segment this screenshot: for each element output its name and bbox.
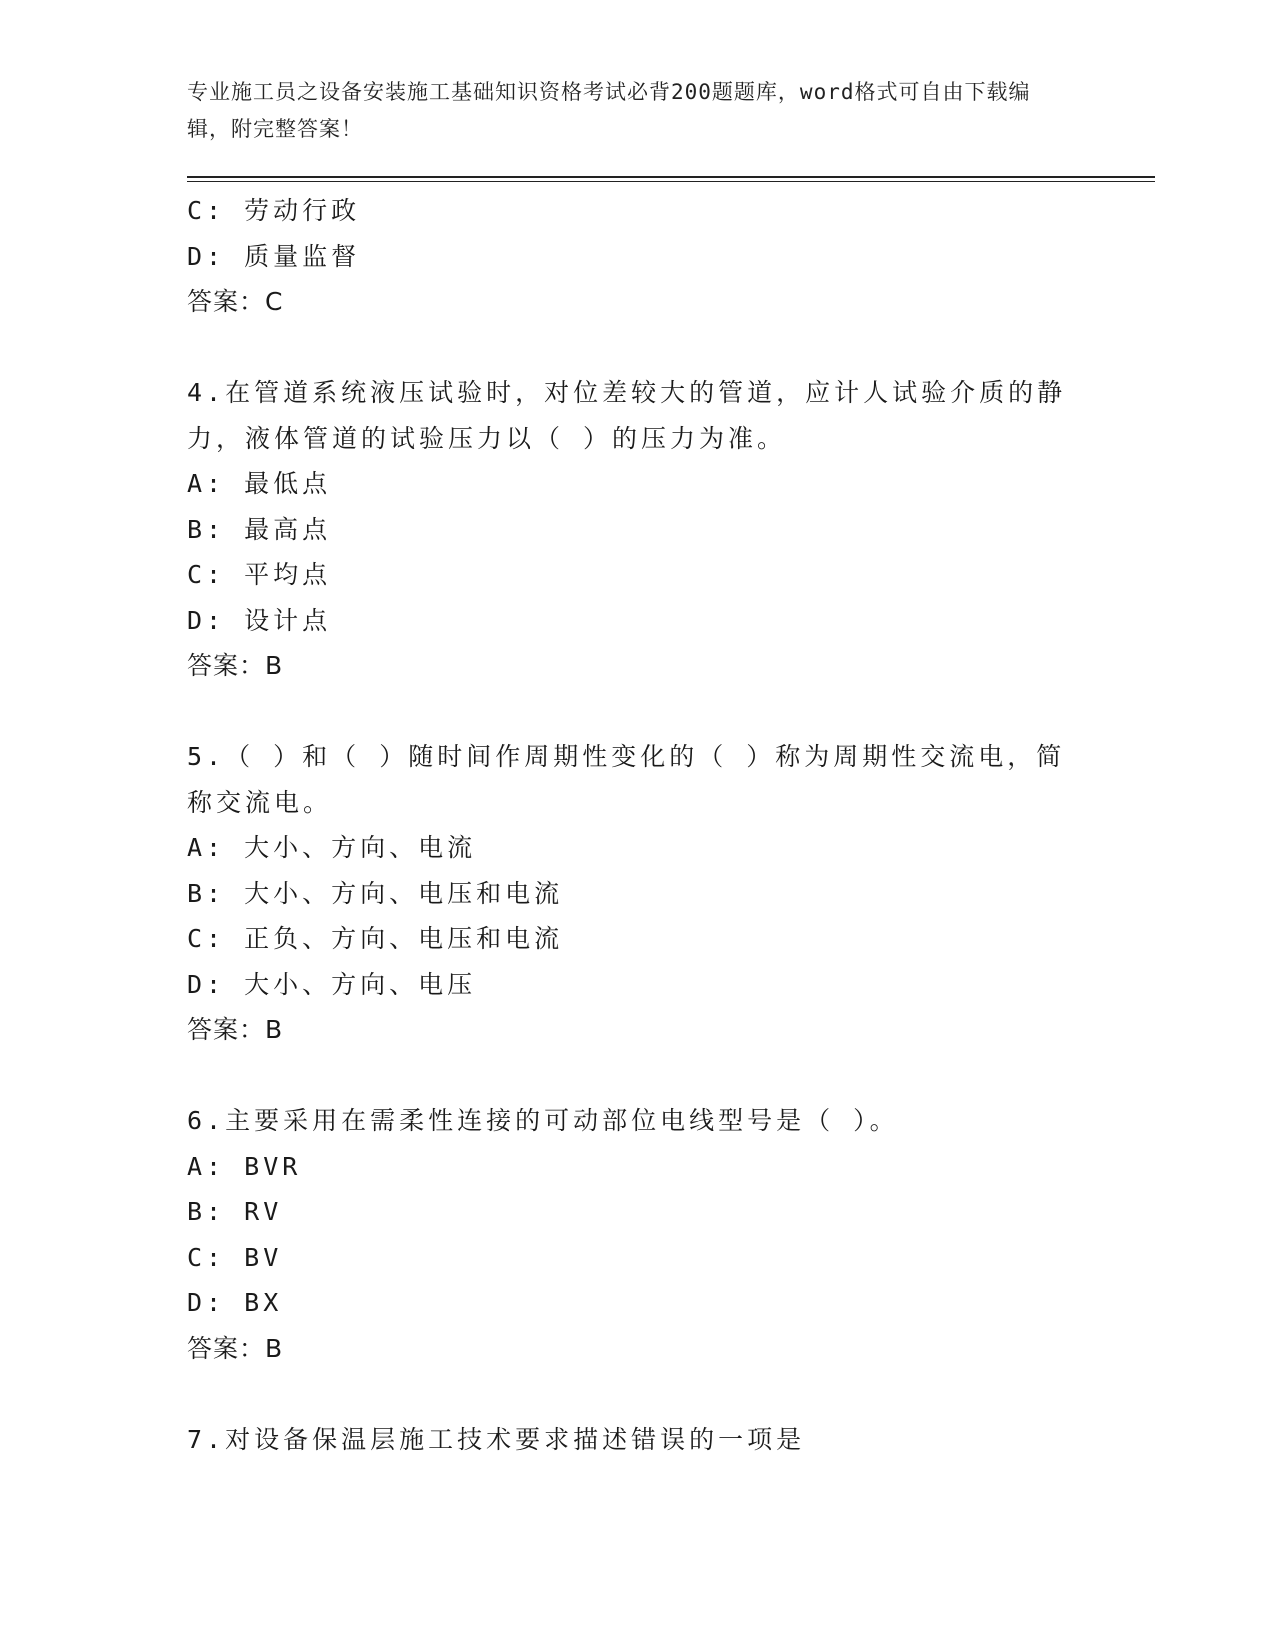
- answer: 答案：B: [187, 651, 284, 680]
- header-rule-thick: [187, 176, 1155, 178]
- option-d: D: 大小、方向、电压: [187, 969, 477, 999]
- answer: 答案：B: [187, 1333, 284, 1363]
- spacer: [187, 325, 1155, 371]
- header-rule-thin: [187, 181, 1155, 182]
- option-c: C: 正负、方向、电压和电流: [187, 924, 564, 953]
- option-b: B: 大小、方向、电压和电流: [187, 878, 564, 908]
- answer: 答案：C: [187, 287, 284, 316]
- option-d: D: 质量监督: [187, 241, 361, 271]
- question-stem: 7.对设备保温层施工技术要求描述错误的一项是: [187, 1424, 806, 1454]
- option-c: C: 平均点: [187, 560, 332, 589]
- option-c: C: 劳动行政: [187, 196, 361, 225]
- answer: 答案：B: [187, 1015, 284, 1044]
- spacer: [187, 689, 1155, 735]
- option-a: A: BVR: [187, 1151, 302, 1181]
- question-stem: 5.（ ）和（ ）随时间作周期性变化的（ ）称为周期性交流电，简称交流电。: [187, 742, 1066, 817]
- option-b: B: RV: [187, 1197, 283, 1226]
- question-stem: 6.主要采用在需柔性连接的可动部位电线型号是（ ）。: [187, 1106, 899, 1135]
- option-d: D: 设计点: [187, 605, 332, 635]
- option-a: A: 最低点: [187, 469, 332, 498]
- option-a: A: 大小、方向、电流: [187, 833, 477, 862]
- option-b: B: 最高点: [187, 514, 332, 544]
- page-header: 专业施工员之设备安装施工基础知识资格考试必背200题题库，word格式可自由下载编辑，附完整答案！: [187, 80, 1031, 141]
- question-list: [187, 188, 1155, 1462]
- option-c: C: BV: [187, 1242, 283, 1272]
- option-d: D: BX: [187, 1288, 283, 1317]
- document-page: [187, 0, 1155, 1650]
- spacer: [187, 1053, 1155, 1099]
- spacer: [187, 1371, 1155, 1417]
- question-stem: 4.在管道系统液压试验时，对位差较大的管道，应计人试验介质的静力，液体管道的试验压力以（ ）的压力为准。: [187, 378, 1067, 453]
